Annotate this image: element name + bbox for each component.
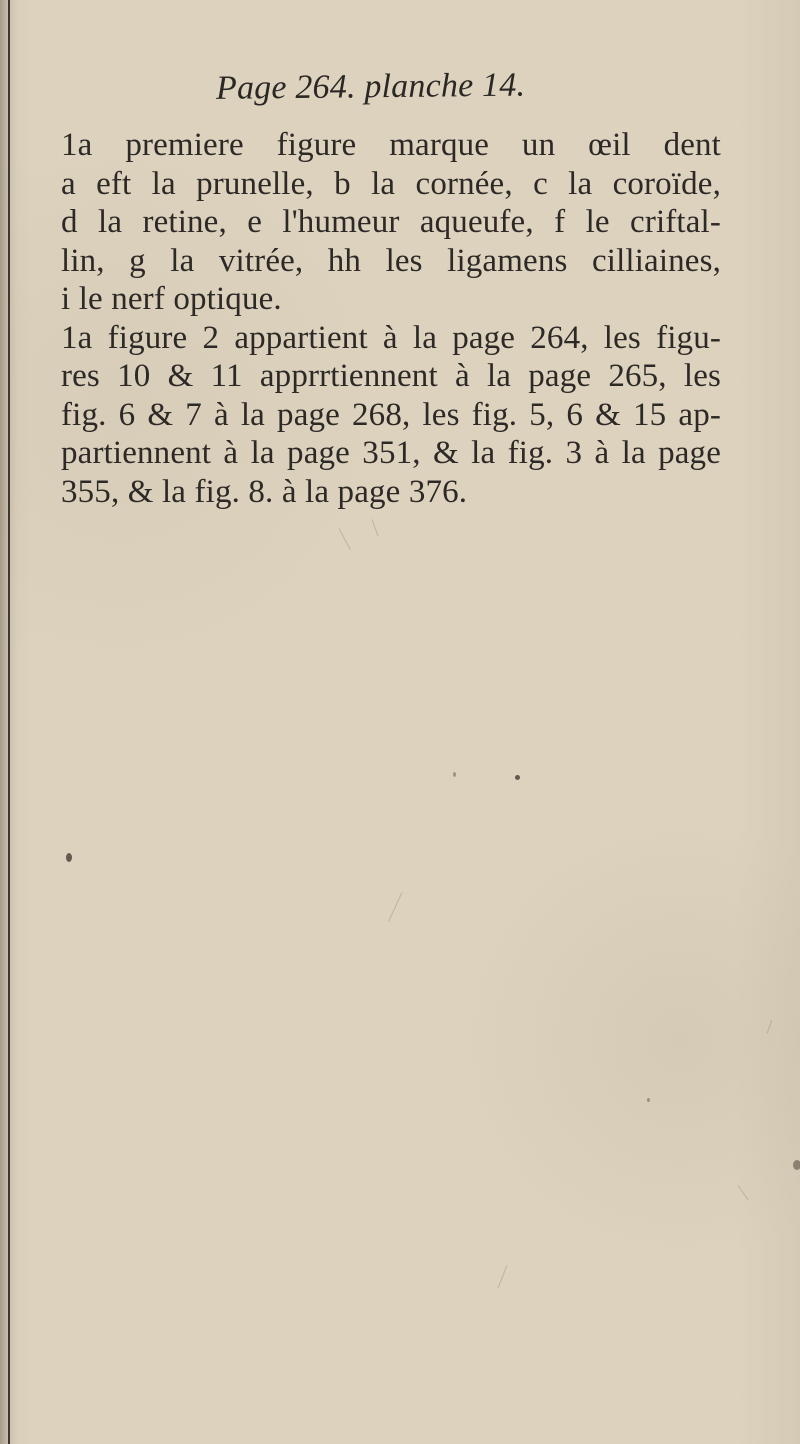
body-line-7: res 10 & 11 apprrtiennent à la page 265, les bbox=[61, 358, 721, 394]
body-line-5: i le nerf optique. bbox=[61, 281, 282, 317]
body-text bbox=[61, 126, 721, 511]
paper-scratch bbox=[738, 1185, 749, 1200]
body-line-3: d la retine, e l'humeur aqueufe, f le criftal- bbox=[61, 204, 721, 240]
ink-speckle bbox=[647, 1098, 650, 1102]
paper-scratch bbox=[372, 519, 379, 536]
ink-speckle bbox=[793, 1160, 800, 1170]
ink-speckle bbox=[453, 772, 456, 777]
body-line-2: a eft la prunelle, b la cornée, c la coroïde, bbox=[61, 165, 721, 202]
paper-scratch bbox=[498, 1265, 508, 1288]
paper-scratch bbox=[767, 1020, 773, 1033]
page-header: Page 264. planche 14. bbox=[215, 66, 526, 107]
body-line-8: fig. 6 & 7 à la page 268, les fig. 5, 6 & 15 ap- bbox=[61, 396, 721, 433]
body-line-4: lin, g la vitrée, hh les ligamens cilliaines, bbox=[61, 242, 721, 279]
ink-speckle bbox=[515, 775, 520, 780]
body-line-10: 355, & la fig. 8. à la page 376. bbox=[61, 473, 468, 510]
ink-speckle bbox=[66, 853, 72, 862]
body-line-6: 1a figure 2 appartient à la page 264, les figu- bbox=[61, 319, 721, 356]
paper-scratch bbox=[388, 892, 402, 921]
body-line-1: 1a premiere figure marque un œil dent bbox=[61, 127, 721, 163]
body-line-9: partiennent à la page 351, & la fig. 3 à la page bbox=[61, 435, 721, 471]
paper-scratch bbox=[339, 528, 351, 550]
page-binding-line bbox=[8, 0, 10, 1444]
